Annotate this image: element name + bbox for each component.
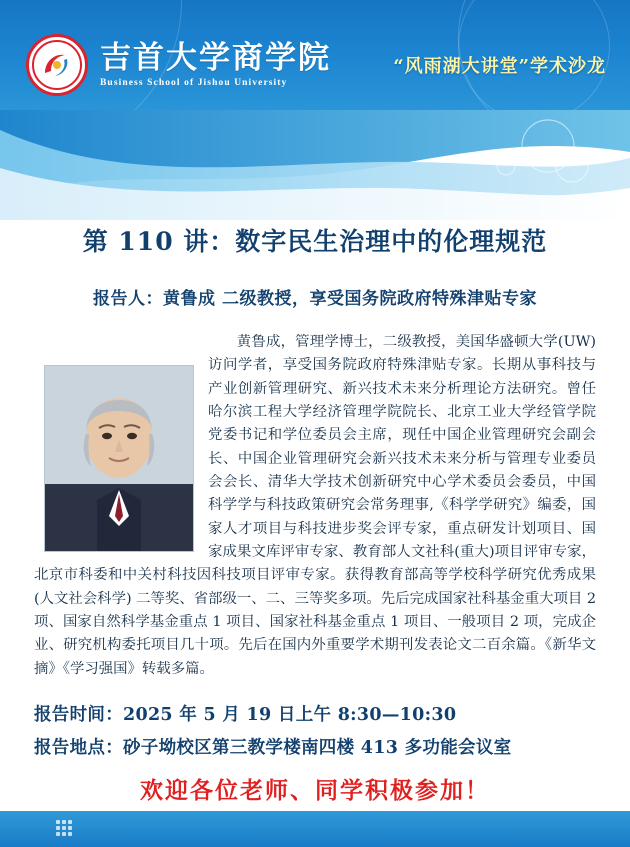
university-seal-icon: [26, 34, 88, 96]
poster-header: [0, 0, 630, 128]
grip-dots-icon: [56, 820, 74, 838]
lecture-title: 第 110 讲：数字民生治理中的伦理规范: [82, 227, 548, 256]
event-details: [0, 699, 630, 766]
school-logo-text: [100, 39, 331, 89]
speaker-line: 报告人：黄鲁成 二级教授，享受国务院政府特殊津贴专家: [93, 289, 537, 309]
school-logo: [26, 34, 331, 96]
speaker-bio: 黄鲁成，管理学博士，二级教授，美国华盛顿大学(UW)访问学者，享受国务院政府特殊津贴专家。长期从事科技与产业创新管理研究、新兴技术未来分析理论方法研究。曾任哈尔滨工程大学经济管理学院院长、北京工业大学经管学院党委书记和学位委员会主席，现任中国企业管理研究会副会长、中国企业管理研究会新兴技术未来分析与管理专业委员会会长、清华大学技术创新研究中心学术委员会委员，中国科学学与科技政策研究会常务理事,《科学学研究》编委，国家人才项目与科技进步奖会评专家，重点研发计划项目、国家成果文库评审专家、教育部人文社科(重大)项目评审专家，北京市科委和中关村科技因科技项目评审专家。获得教育部高等学校科学研究优秀成果 (人文社会科学) 二等奖、省部级一、二、三等奖多项。先后完成国家社科基金重大项目 2 项、国家自然科学基金重点 1 项目、国家社科基金重点 1 项目、一般项目 2 项，完成企业、研究机构委托项目几十项。先后在国内外重要学术期刊发表论文二百余篇。《新华文摘》《学习强国》转载多篇。: [34, 334, 596, 677]
event-time: 报告时间：2025 年 5 月 19 日上午 8:30—10:30: [34, 704, 457, 725]
poster-body: [0, 200, 630, 760]
poster-footer: [0, 811, 630, 847]
school-name-cn: 吉首大学商学院: [100, 39, 331, 76]
school-name-en: Business School of Jishou University: [100, 78, 288, 89]
event-place: 报告地点：砂子坳校区第三教学楼南四楼 413 多功能会议室: [34, 738, 512, 759]
bio-block: [0, 331, 630, 681]
welcome-message: 欢迎各位老师、同学积极参加！: [140, 777, 490, 804]
header-slogan: “风雨湖大讲堂”学术沙龙: [393, 56, 606, 77]
speaker-portrait: [44, 365, 194, 552]
